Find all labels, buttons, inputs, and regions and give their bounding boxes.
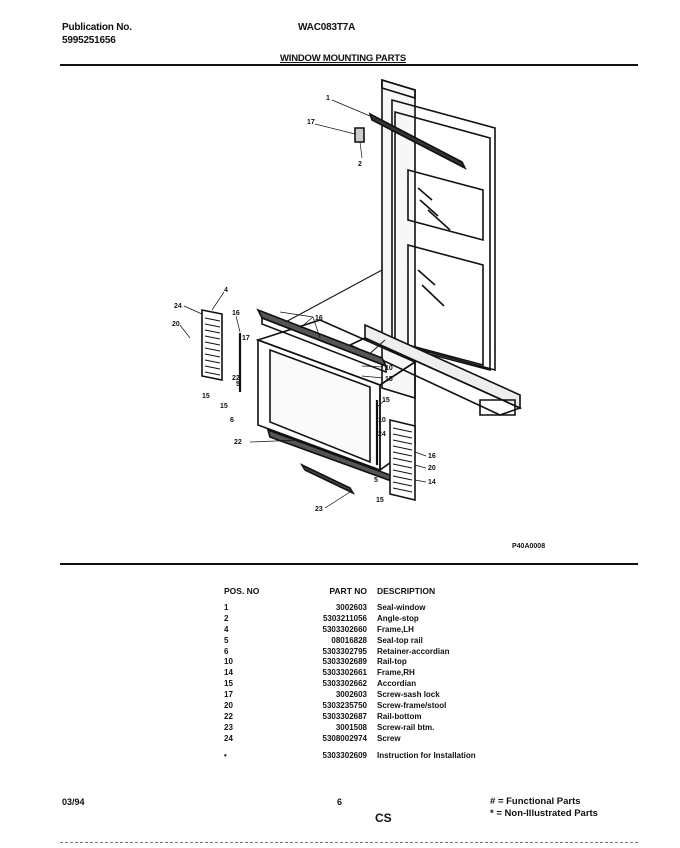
part-no-cell: 5303211056 — [322, 613, 367, 623]
part-no-cell: 5303302660 — [322, 624, 367, 634]
pos-no-cell: 17 — [224, 690, 233, 700]
table-header-row — [224, 586, 557, 597]
table-row — [224, 647, 557, 658]
description-cell: Rail-top — [377, 657, 407, 667]
callout-label: 22 — [234, 439, 242, 446]
legend-text: = Functional Parts — [497, 796, 581, 807]
pos-no-cell: 23 — [224, 722, 233, 732]
header-part-no: PART NO — [329, 586, 367, 596]
callout-label: 20 — [172, 321, 180, 328]
description-cell: Seal-window — [377, 602, 426, 612]
part-no-cell: 5303302609 — [322, 750, 367, 760]
description-cell: Seal-top rail — [377, 635, 423, 645]
section-title: WINDOW MOUNTING PARTS — [280, 53, 406, 64]
callout-label: 16 — [428, 453, 436, 460]
legend-symbol: # — [490, 796, 496, 807]
table-row — [224, 751, 557, 762]
callout-label: 24 — [174, 303, 182, 310]
callout-label: 16 — [315, 315, 323, 322]
pos-no-cell: 10 — [224, 657, 233, 667]
callout-label: 15 — [220, 403, 228, 410]
table-row — [224, 636, 557, 647]
callout-label: 24 — [378, 431, 386, 438]
description-cell: Angle-stop — [377, 613, 419, 623]
page-number: 6 — [337, 797, 343, 807]
header-pos-no: POS. NO — [224, 586, 260, 596]
description-cell: Screw-rail btm. — [377, 722, 435, 732]
parts-table — [224, 586, 557, 762]
description-cell: Screw-sash lock — [377, 690, 440, 700]
description-cell: Rail-bottom — [377, 711, 422, 721]
pos-no-cell: 22 — [224, 711, 233, 721]
table-row — [224, 657, 557, 668]
callout-label: 1 — [326, 95, 330, 102]
callout-label: 17 — [307, 119, 315, 126]
description-cell: Screw-frame/stool — [377, 701, 447, 711]
part-no-cell: 5303235750 — [322, 701, 367, 711]
legend-non-illustrated — [490, 808, 598, 820]
description-cell: Retainer-accordian — [377, 646, 450, 656]
callout-label: 2 — [358, 161, 362, 168]
description-cell: Instruction for Installation — [377, 750, 476, 760]
legend-text: = Non-Illustrated Parts — [496, 808, 598, 819]
pos-no-cell: • — [224, 750, 227, 760]
part-no-cell: 5303302662 — [322, 679, 367, 689]
figure-code: P40A0008 — [512, 543, 546, 550]
table-row — [224, 668, 557, 679]
pos-no-cell: 5 — [224, 635, 229, 645]
publication-label: Publication No. — [62, 22, 132, 33]
callout-label: 16 — [232, 310, 240, 317]
table-row — [224, 625, 557, 636]
callout-label: 17 — [242, 335, 250, 342]
pos-no-cell: 24 — [224, 733, 233, 743]
header-rule — [60, 64, 638, 66]
description-cell: Frame,RH — [377, 668, 415, 678]
callout-label: 15 — [382, 397, 390, 404]
footer-rule — [60, 842, 638, 844]
part-no-cell: 5303302795 — [322, 646, 367, 656]
description-cell: Frame,LH — [377, 624, 414, 634]
legend-functional — [490, 796, 598, 808]
part-no-cell: 3001508 — [335, 722, 367, 732]
callout-label: 10 — [385, 365, 393, 372]
pos-no-cell: 15 — [224, 679, 233, 689]
description-cell: Accordian — [377, 679, 417, 689]
callout-label: 23 — [315, 506, 323, 513]
header-description: DESCRIPTION — [377, 586, 436, 596]
callout-label: 6 — [230, 417, 234, 424]
callout-label: 5 — [374, 477, 378, 484]
table-row — [224, 712, 557, 723]
callout-label: 15 — [385, 376, 393, 383]
table-row — [224, 679, 557, 690]
callout-label: 20 — [428, 465, 436, 472]
publication-number: 5995251656 — [62, 35, 116, 46]
pos-no-cell: 4 — [224, 624, 229, 634]
pos-no-cell: 20 — [224, 701, 233, 711]
callout-label: 22 — [232, 375, 240, 382]
callout-label: 15 — [202, 393, 210, 400]
part-no-cell: 3002603 — [335, 690, 367, 700]
callout-label: 4 — [224, 287, 228, 294]
pos-no-cell: 2 — [224, 613, 229, 623]
part-no-cell: 5303302689 — [322, 657, 367, 667]
part-no-cell: 08016828 — [331, 635, 367, 645]
callout-label: 5 — [236, 381, 240, 388]
table-row — [224, 734, 557, 745]
part-no-cell: 5308002974 — [322, 733, 367, 743]
parts-legend — [490, 796, 598, 820]
footer-date: 03/94 — [62, 797, 85, 807]
window-mounting-diagram — [150, 70, 550, 540]
footer-code: CS — [375, 811, 392, 825]
table-row — [224, 723, 557, 734]
table-row — [224, 614, 557, 625]
callout-label: 14 — [428, 479, 436, 486]
description-cell: Screw — [377, 733, 401, 743]
pos-no-cell: 14 — [224, 668, 233, 678]
part-no-cell: 5303302661 — [322, 668, 367, 678]
table-rule — [60, 563, 638, 565]
table-row — [224, 701, 557, 712]
table-row — [224, 603, 557, 614]
pos-no-cell: 6 — [224, 646, 229, 656]
legend-symbol: * — [490, 808, 494, 819]
part-no-cell: 3002603 — [335, 602, 367, 612]
table-row — [224, 690, 557, 701]
pos-no-cell: 1 — [224, 602, 229, 612]
part-no-cell: 5303302687 — [322, 711, 367, 721]
model-number: WAC083T7A — [298, 22, 356, 33]
callout-label: 10 — [378, 417, 386, 424]
callout-label: 15 — [376, 497, 384, 504]
